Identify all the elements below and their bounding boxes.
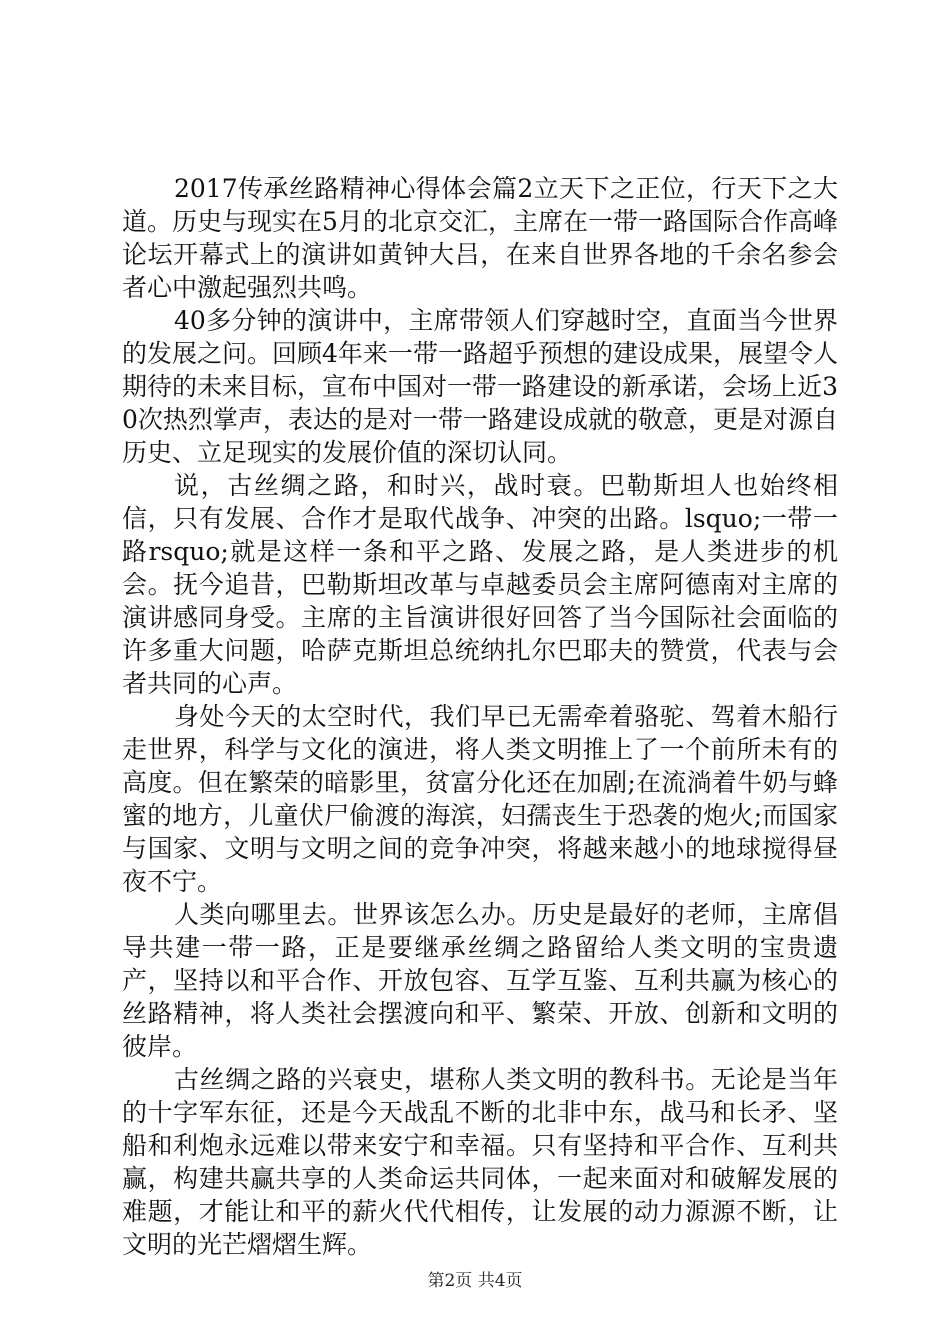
- paragraph-2: 40多分钟的演讲中，主席带领人们穿越时空，直面当今世界的发展之问。回顾4年来一带一路超乎预想的建设成果，展望令人期待的未来目标，宣布中国对一带一路建设的新承诺，会场上近30次热烈掌声，表达的是对一带一路建设成就的敬意，更是对源自历史、立足现实的发展价值的深切认同。: [122, 306, 838, 467]
- paragraph-5: 人类向哪里去。世界该怎么办。历史是最好的老师，主席倡导共建一带一路，正是要继承丝绸之路留给人类文明的宝贵遗产，坚持以和平合作、开放包容、互学互鉴、互利共赢为核心的丝路精神，将人类社会摆渡向和平、繁荣、开放、创新和文明的彼岸。: [122, 900, 838, 1061]
- paragraph-4: 身处今天的太空时代，我们早已无需牵着骆驼、驾着木船行走世界，科学与文化的演进，将人类文明推上了一个前所未有的高度。但在繁荣的暗影里，贫富分化还在加剧;在流淌着牛奶与蜂蜜的地方，儿童伏尸偷渡的海滨，妇孺丧生于恐袭的炮火;而国家与国家、文明与文明之间的竞争冲突，将越来越小的地球搅得昼夜不宁。: [122, 702, 838, 896]
- page-footer: 第2页 共4页: [427, 1271, 523, 1291]
- paragraph-6: 古丝绸之路的兴衰史，堪称人类文明的教科书。无论是当年的十字军东征，还是今天战乱不断的北非中东，战马和长矛、坚船和利炮永远难以带来安宁和幸福。只有坚持和平合作、互利共赢，构建共赢共享的人类命运共同体，一起来面对和破解发展的难题，才能让和平的薪火代代相传，让发展的动力源源不断，让文明的光芒熠熠生辉。: [122, 1065, 838, 1259]
- document-body: [122, 172, 838, 1261]
- paragraph-3: 说，古丝绸之路，和时兴，战时衰。巴勒斯坦人也始终相信，只有发展、合作才是取代战争、冲突的出路。lsquo;一带一路rsquo;就是这样一条和平之路、发展之路，是人类进步的机会。抚今追昔，巴勒斯坦改革与卓越委员会主席阿德南对主席的演讲感同身受。主席的主旨演讲很好回答了当今国际社会面临的许多重大问题，哈萨克斯坦总统纳扎尔巴耶夫的赞赏，代表与会者共同的心声。: [122, 471, 838, 698]
- paragraph-1: 2017传承丝路精神心得体会篇2立天下之正位，行天下之大道。历史与现实在5月的北京交汇，主席在一带一路国际合作高峰论坛开幕式上的演讲如黄钟大吕，在来自世界各地的千余名参会者心中激起强烈共鸣。: [122, 174, 838, 302]
